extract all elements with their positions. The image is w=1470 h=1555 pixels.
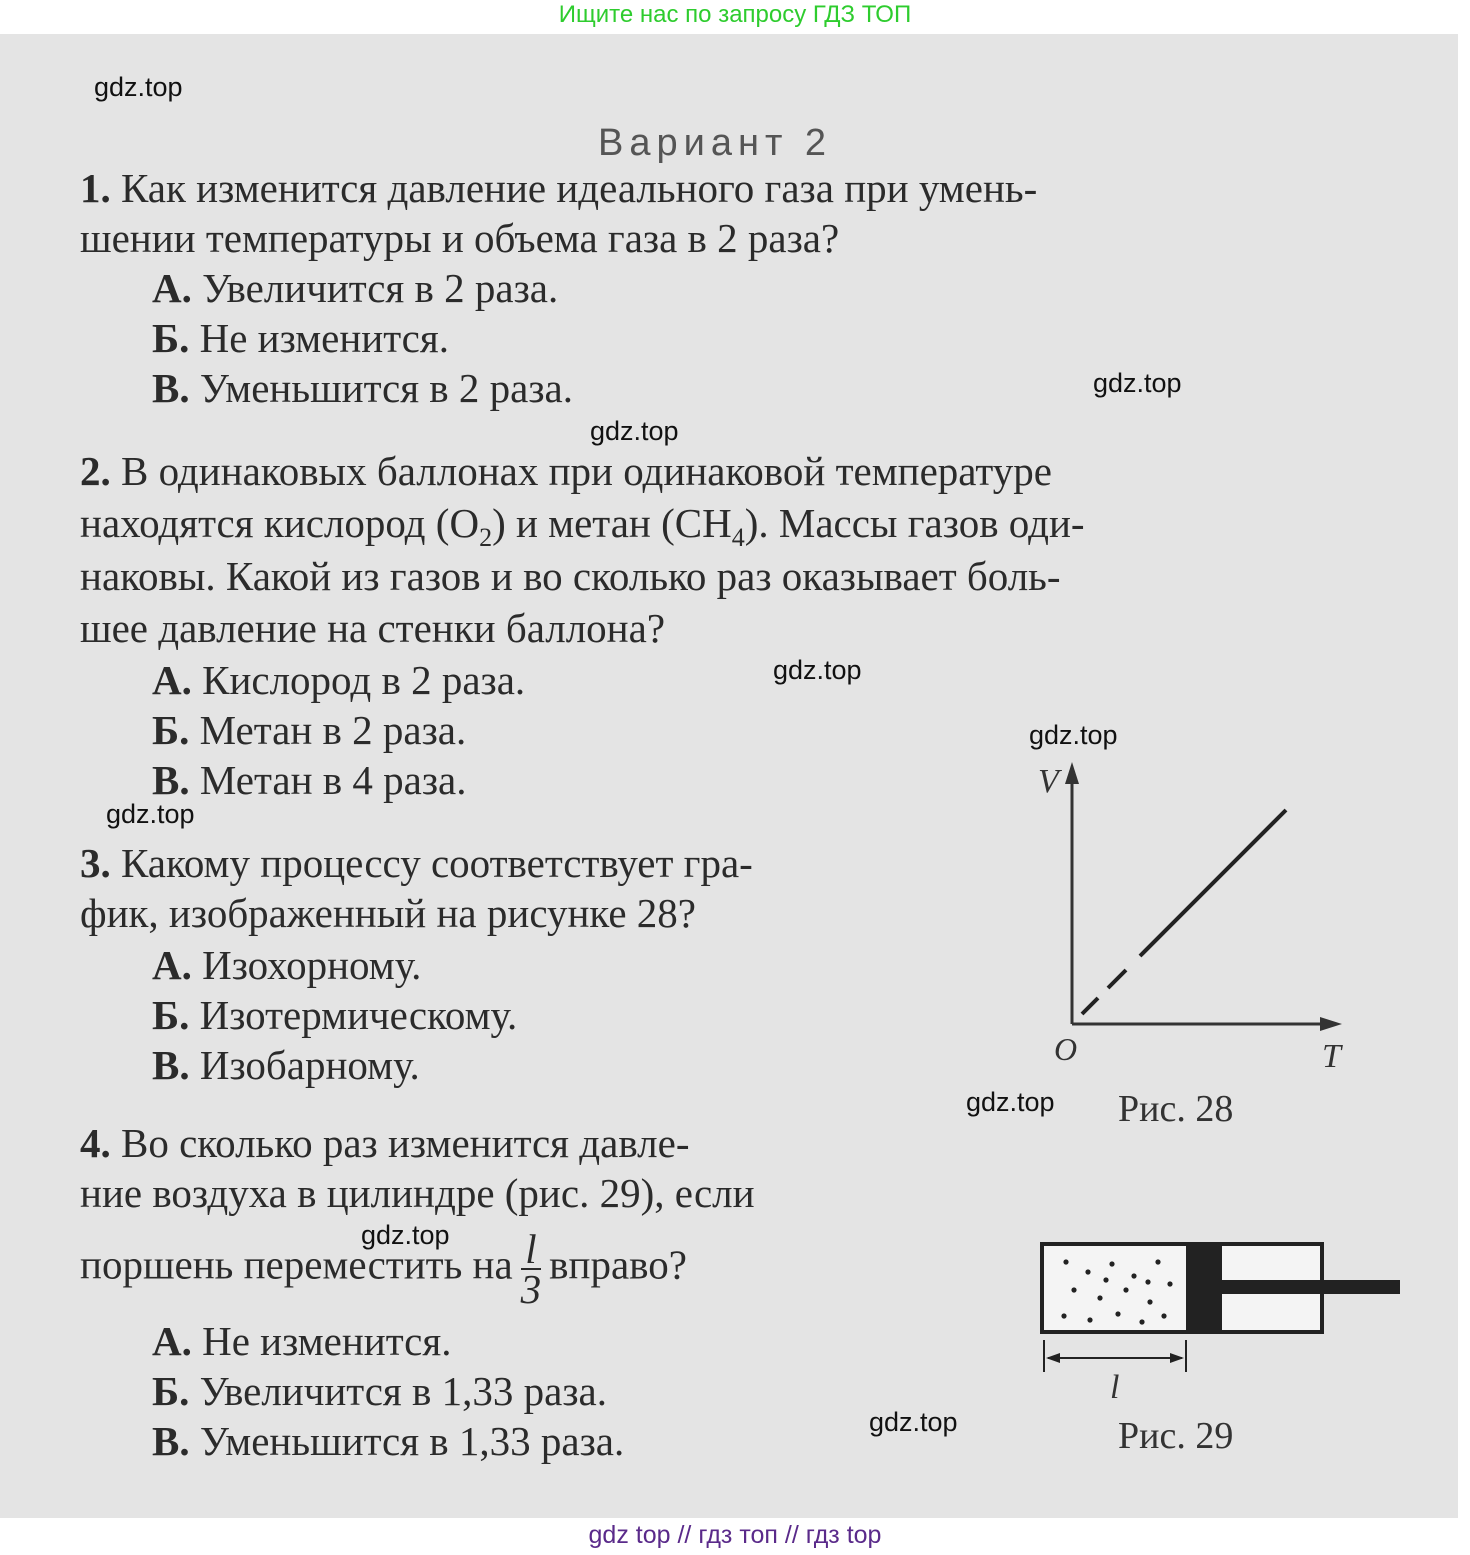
axis-label-t: T xyxy=(1322,1038,1341,1075)
question-2-line-3: наковы. Какой из газов и во сколько раз оказывает боль- xyxy=(80,553,1061,599)
question-2-line-4: шее давление на стенки баллона? xyxy=(80,605,666,651)
x-axis-arrow xyxy=(1320,1017,1342,1031)
question-2-line-2: находятся кислород $(O_2)$ и метан $(CH_4)$. Массы газов оди- xyxy=(80,500,1085,553)
q1-option-b: Б. Не изменится. xyxy=(152,315,449,361)
q2-option-b: Б. Метан в 2 раза. xyxy=(152,707,467,753)
q1-option-c: В. Уменьшится в 2 раза. xyxy=(152,365,574,411)
question-3-line-2: фик, изображенный на рисунке 28? xyxy=(80,890,696,936)
question-4-line-1: 4. Во сколько раз изменится давле- xyxy=(80,1120,690,1166)
watermark: gdz.top xyxy=(1093,368,1182,398)
watermark: gdz.top xyxy=(94,72,183,102)
graph-line-dash xyxy=(1082,998,1098,1014)
q2-option-c: В. Метан в 4 раза. xyxy=(152,757,467,803)
watermark: gdz.top xyxy=(361,1220,450,1250)
q4-option-b: Б. Увеличится в 1,33 раза. xyxy=(152,1368,607,1414)
watermark: gdz.top xyxy=(590,416,679,446)
bottom-banner: gdz top // гдз топ // гдз top xyxy=(588,1521,882,1549)
watermark: gdz.top xyxy=(106,799,195,829)
question-1-line-1: 1. Как изменится давление идеального газа при умень- xyxy=(80,165,1038,211)
q1-option-a: А. Увеличится в 2 раза. xyxy=(152,265,559,311)
q4-option-c: В. Уменьшится в 1,33 раза. xyxy=(152,1418,625,1464)
q3-option-a: А. Изохорному. xyxy=(152,942,422,988)
watermark: gdz.top xyxy=(773,655,862,685)
q4-option-a: А. Не изменится. xyxy=(152,1318,452,1364)
question-4-line-3: поршень переместить на $\frac{l}{3}$ вправо? xyxy=(80,1226,687,1312)
figure-29-cylinder xyxy=(1030,1232,1410,1407)
q3-option-c: В. Изобарному. xyxy=(152,1042,420,1088)
question-1-line-2: шении температуры и объема газа в 2 раза? xyxy=(80,215,840,261)
piston xyxy=(1186,1244,1222,1332)
graph-line-dash xyxy=(1108,970,1126,988)
watermark: gdz.top xyxy=(966,1087,1055,1117)
question-3-line-1: 3. Какому процессу соответствует гра- xyxy=(80,840,753,886)
question-2-line-1: 2. В одинаковых баллонах при одинаковой температуре xyxy=(80,448,1052,494)
textbook-page xyxy=(0,34,1458,1518)
dimension-arrow-right xyxy=(1170,1353,1184,1363)
figure-28-caption: Рис. 28 xyxy=(1118,1088,1234,1130)
watermark: gdz.top xyxy=(869,1407,958,1437)
piston-rod xyxy=(1222,1280,1400,1294)
page-title: Вариант 2 xyxy=(598,122,833,164)
q2-option-a: А. Кислород в 2 раза. xyxy=(152,657,526,703)
graph-line-solid xyxy=(1140,810,1286,956)
top-banner: Ищите нас по запросу ГДЗ ТОП xyxy=(558,1,912,28)
question-4-line-2: ние воздуха в цилиндре (рис. 29), если xyxy=(80,1170,755,1216)
origin-label: O xyxy=(1054,1031,1078,1067)
axis-label-v: V xyxy=(1038,763,1059,800)
figure-28-graph xyxy=(1030,754,1360,1094)
figure-29-caption: Рис. 29 xyxy=(1118,1415,1234,1457)
fraction-l-over-3: $\frac{l}{3}$ xyxy=(520,1226,542,1312)
dimension-label-l: l xyxy=(1110,1369,1120,1406)
dimension-arrow-left xyxy=(1046,1353,1060,1363)
watermark: gdz.top xyxy=(1029,720,1118,750)
y-axis-arrow xyxy=(1065,762,1079,784)
q3-option-b: Б. Изотермическому. xyxy=(152,992,518,1038)
